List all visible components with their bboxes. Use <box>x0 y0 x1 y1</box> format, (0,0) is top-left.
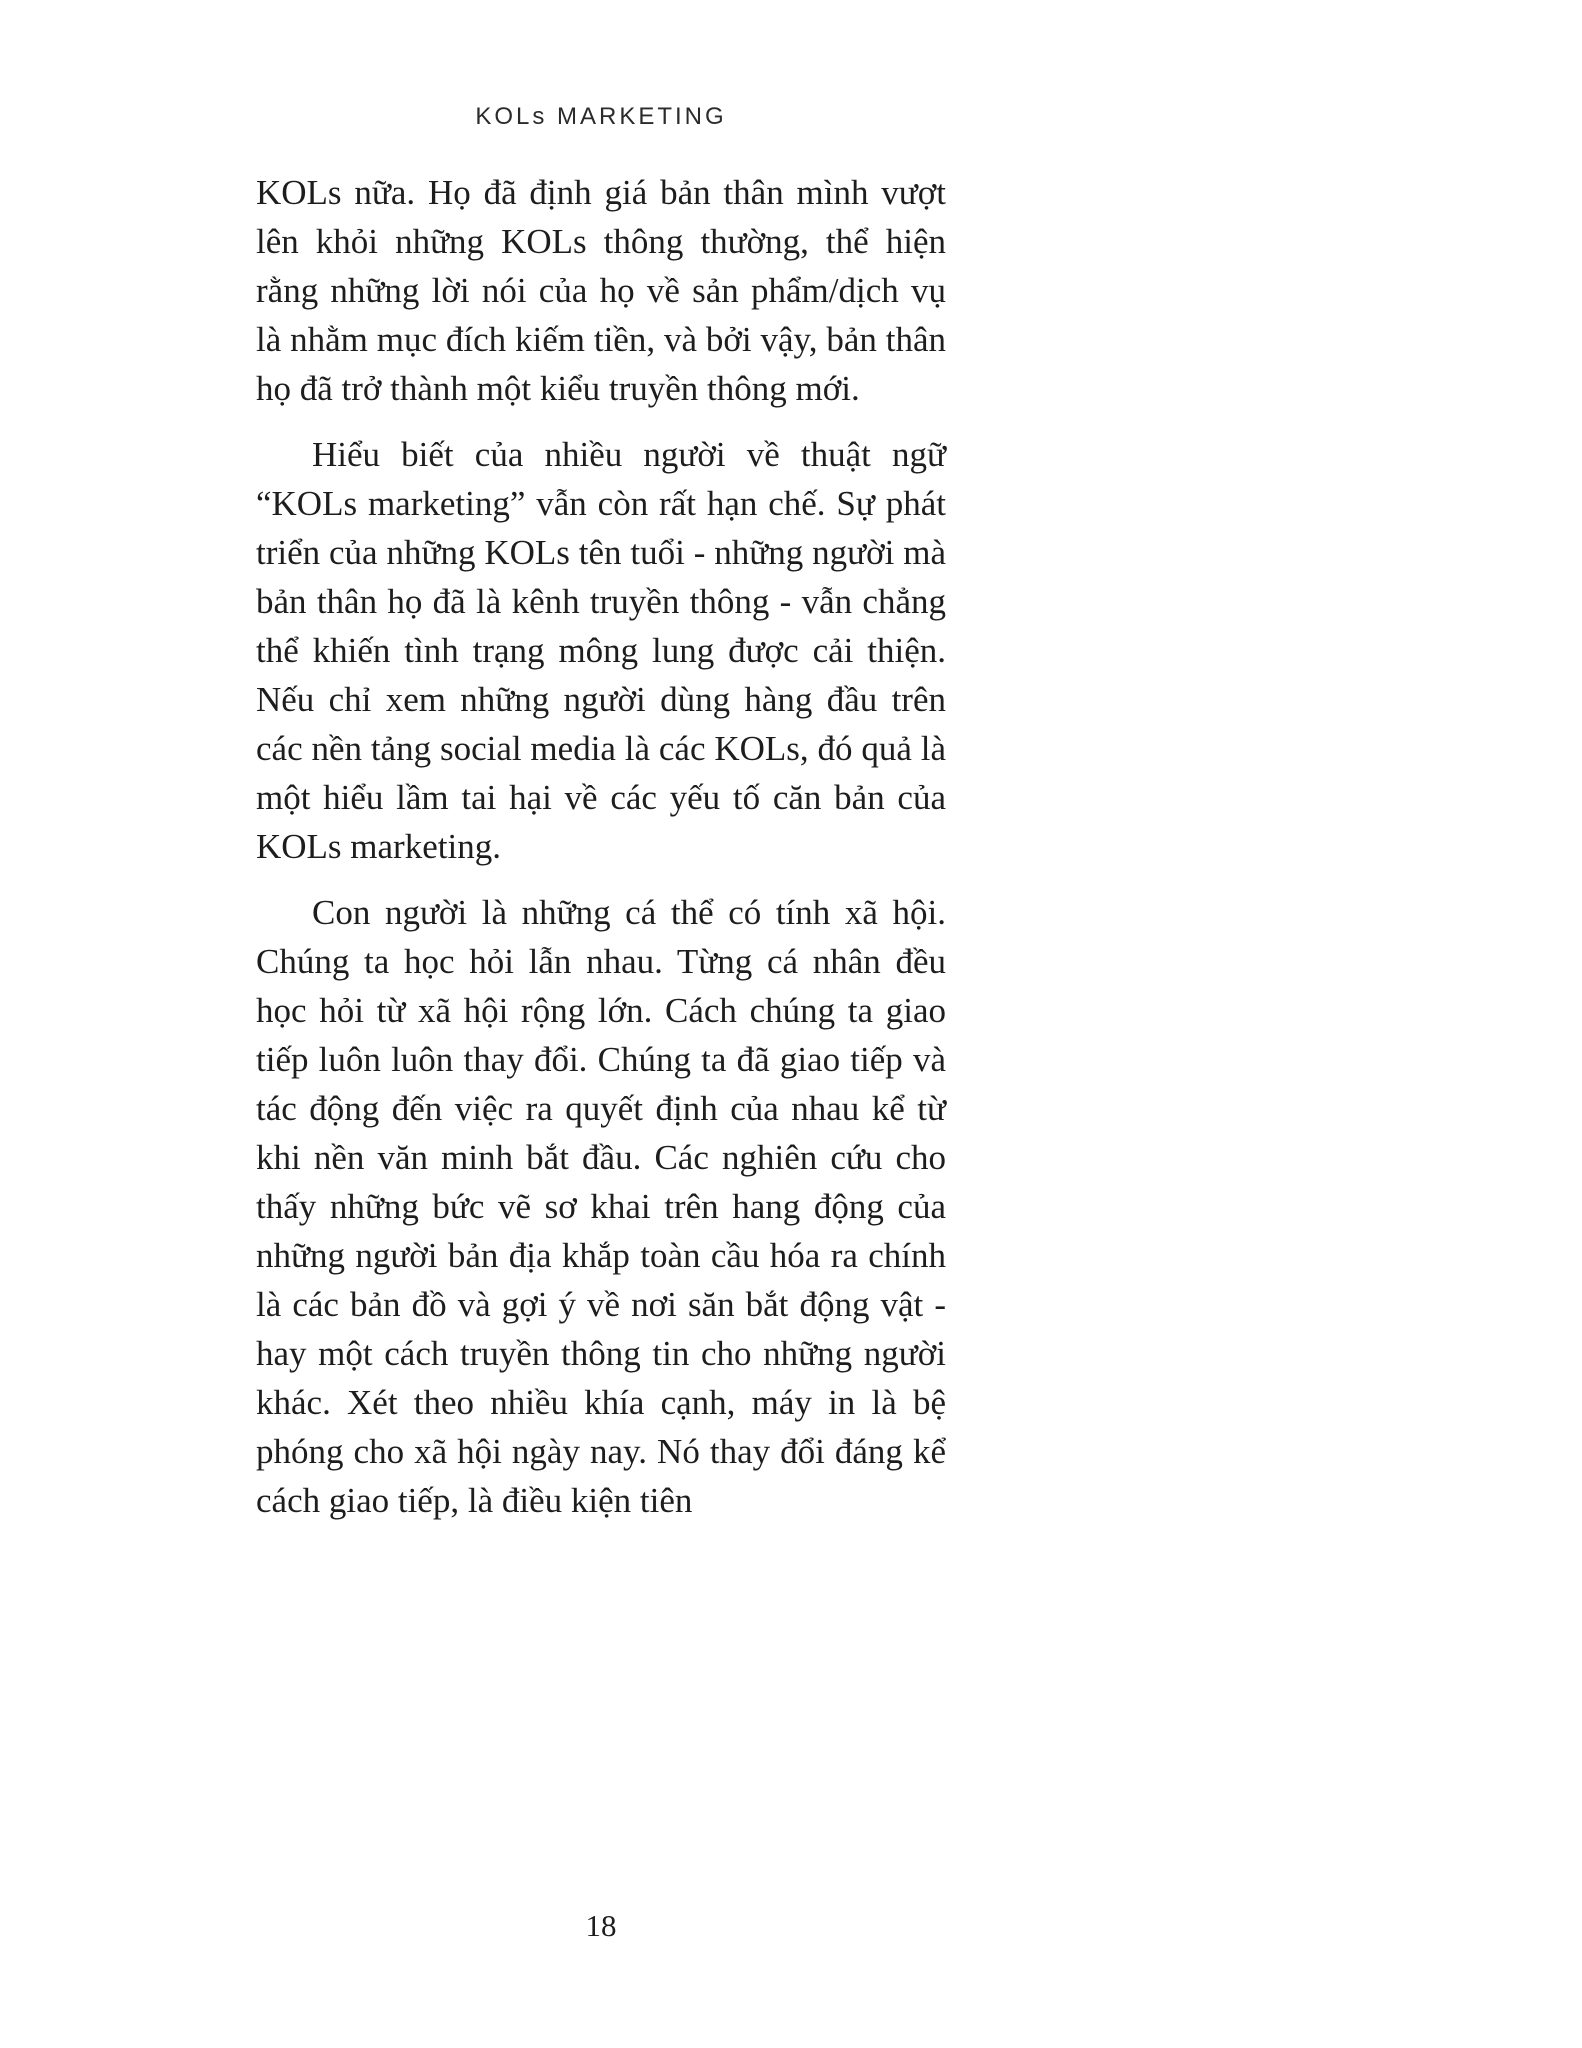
running-header: KOLs MARKETING <box>475 103 727 130</box>
page-number: 18 <box>585 1908 617 1943</box>
paragraph: KOLs nữa. Họ đã định giá bản thân mình vượt lên khỏi những KOLs thông thường, thể hiện rằng những lời nói của họ về sản phẩm/dịch vụ là nhằm mục đích kiếm tiền, và bởi vậy, bản thân họ đã trở thành một kiểu truyền thông mới. <box>256 173 946 408</box>
paragraph: Con người là những cá thể có tính xã hội. Chúng ta học hỏi lẫn nhau. Từng cá nhân đều học hỏi từ xã hội rộng lớn. Cách chúng ta giao tiếp luôn luôn thay đổi. Chúng ta đã giao tiếp và tác động đến việc ra quyết định của nhau kể từ khi nền văn minh bắt đầu. Các nghiên cứu cho thấy những bức vẽ sơ khai trên hang động của những người bản địa khắp toàn cầu hóa ra chính là các bản đồ và gợi ý về nơi săn bắt động vật - hay một cách truyền thông tin cho những người khác. Xét theo nhiều khía cạnh, máy in là bệ phóng cho xã hội ngày nay. Nó thay đổi đáng kể cách giao tiếp, là điều kiện tiên <box>256 893 946 1520</box>
paragraph: Hiểu biết của nhiều người về thuật ngữ “KOLs marketing” vẫn còn rất hạn chế. Sự phát triển của những KOLs tên tuổi - những người mà bản thân họ đã là kênh truyền thông - vẫn chẳng thể khiến tình trạng mông lung được cải thiện. Nếu chỉ xem những người dùng hàng đầu trên các nền tảng social media là các KOLs, đó quả là một hiểu lầm tai hại về các yếu tố căn bản của KOLs marketing. <box>256 435 946 866</box>
body-text <box>256 168 946 1542</box>
